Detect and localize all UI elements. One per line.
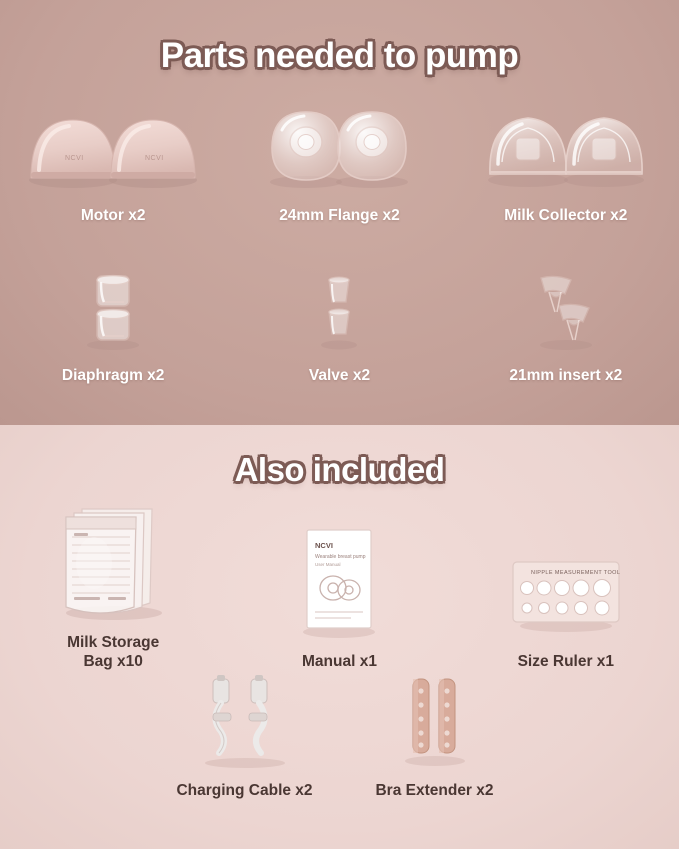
parts-row-2 <box>0 272 679 385</box>
part-item-valve <box>226 272 452 385</box>
section-one-title: Parts needed to pump <box>160 36 519 75</box>
svg-text:NCVI: NCVI <box>65 155 84 162</box>
charging-cable-pair-icon <box>189 675 301 767</box>
included-label: Charging Cable x2 <box>176 782 313 799</box>
section-also-included <box>0 425 679 849</box>
included-item-size-ruler <box>453 503 679 672</box>
size-ruler-icon <box>507 522 625 638</box>
part-label: Valve x2 <box>308 367 371 384</box>
manual-booklet-icon <box>291 522 387 638</box>
parts-row-1 <box>0 104 679 225</box>
flange-pair-icon <box>264 104 414 190</box>
included-item-charging-cable <box>150 675 340 800</box>
included-item-milk-storage-bag <box>0 503 226 672</box>
part-item-diaphragm <box>0 272 226 385</box>
milk-storage-bags-icon <box>48 503 178 619</box>
included-label: Bra Extender x2 <box>375 782 494 799</box>
part-label: Diaphragm x2 <box>61 367 165 384</box>
milk-collector-pair-icon <box>484 104 648 190</box>
included-row-1 <box>0 503 679 672</box>
svg-text:User Manual: User Manual <box>315 562 341 568</box>
included-label <box>67 633 159 672</box>
bra-extender-pair-icon <box>393 675 477 767</box>
section-two-title: Also included <box>234 451 445 488</box>
included-row-2 <box>0 675 679 800</box>
part-label: Motor x2 <box>80 207 146 224</box>
included-item-manual <box>226 503 452 672</box>
part-item-flange <box>226 104 452 225</box>
part-label: 21mm insert x2 <box>509 367 623 384</box>
svg-text:NIPPLE MEASUREMENT TOOL: NIPPLE MEASUREMENT TOOL <box>530 570 621 577</box>
part-label: 24mm Flange x2 <box>279 207 400 224</box>
included-label-line1: Milk Storage <box>67 634 160 651</box>
part-item-milk-collector <box>453 104 679 225</box>
valve-pair-icon <box>311 272 367 350</box>
svg-text:NCVI: NCVI <box>315 541 334 551</box>
included-label: Size Ruler x1 <box>517 653 615 671</box>
part-item-motor <box>0 104 226 225</box>
diaphragm-pair-icon <box>74 272 152 350</box>
svg-text:Wearable breast pump: Wearable breast pump <box>315 554 366 561</box>
included-label-line2: Bag x10 <box>83 653 143 671</box>
svg-text:NCVI: NCVI <box>145 155 164 162</box>
insert-pair-icon <box>525 272 607 350</box>
part-label: Milk Collector x2 <box>504 207 628 224</box>
motor-pair-icon <box>25 104 201 190</box>
part-item-insert <box>453 272 679 385</box>
included-item-bra-extender <box>340 675 530 800</box>
included-label: Manual x1 <box>302 653 377 671</box>
